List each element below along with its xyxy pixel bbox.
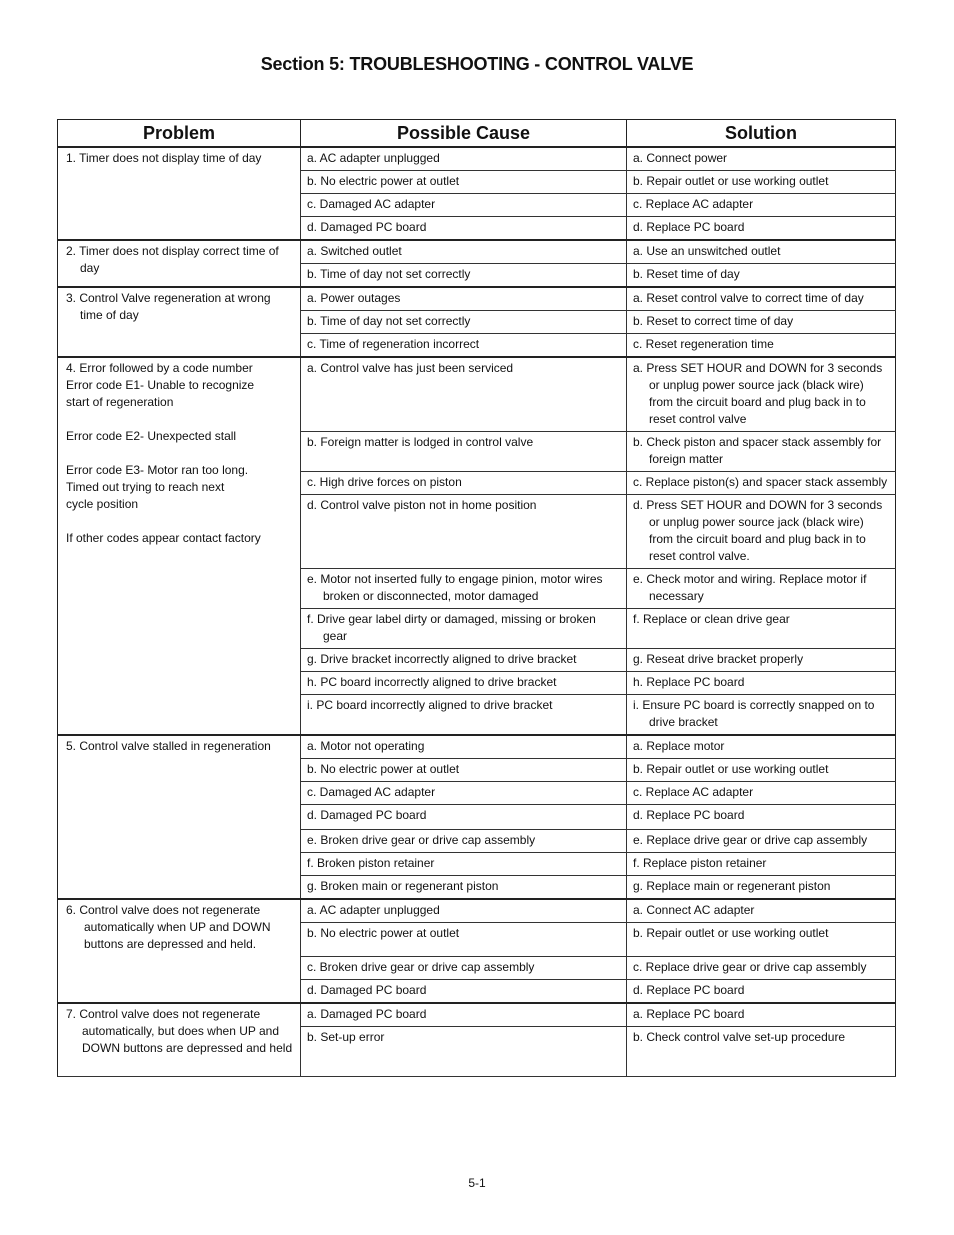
cause-cell: b. Foreign matter is lodged in control valve: [301, 432, 627, 472]
problem-group-3: [58, 287, 896, 357]
cause-cell: c. High drive forces on piston: [301, 472, 627, 495]
solution-cell: a. Reset control valve to correct time of day: [627, 287, 896, 311]
problem-group-6: [58, 899, 896, 1003]
solution-cell: e. Check motor and wiring. Replace motor if necessary: [627, 569, 896, 609]
solution-cell: a. Replace motor: [627, 735, 896, 759]
solution-cell: a. Use an unswitched outlet: [627, 240, 896, 264]
header-problem: Problem: [58, 120, 301, 148]
cause-cell: h. PC board incorrectly aligned to drive bracket: [301, 672, 627, 695]
solution-cell: d. Replace PC board: [627, 980, 896, 1004]
solution-cell: g. Reseat drive bracket properly: [627, 649, 896, 672]
cause-cell: d. Damaged PC board: [301, 980, 627, 1004]
cause-cell: d. Damaged PC board: [301, 217, 627, 241]
solution-cell: a. Connect power: [627, 147, 896, 171]
solution-cell: b. Repair outlet or use working outlet: [627, 171, 896, 194]
solution-cell: h. Replace PC board: [627, 672, 896, 695]
cause-cell: a. Damaged PC board: [301, 1003, 627, 1027]
cause-cell: a. Power outages: [301, 287, 627, 311]
solution-cell: c. Reset regeneration time: [627, 334, 896, 358]
solution-cell: f. Replace or clean drive gear: [627, 609, 896, 649]
solution-cell: b. Check control valve set-up procedure: [627, 1027, 896, 1077]
problem-cell: 2. Timer does not display correct time of day: [58, 240, 301, 287]
solution-cell: e. Replace drive gear or drive cap assembly: [627, 830, 896, 853]
solution-cell: b. Repair outlet or use working outlet: [627, 923, 896, 957]
cause-cell: d. Control valve piston not in home position: [301, 495, 627, 569]
cause-cell: e. Motor not inserted fully to engage pinion, motor wires broken or disconnected, motor damaged: [301, 569, 627, 609]
solution-cell: a. Connect AC adapter: [627, 899, 896, 923]
solution-cell: b. Check piston and spacer stack assembly for foreign matter: [627, 432, 896, 472]
cause-cell: a. Control valve has just been serviced: [301, 357, 627, 432]
page-number: 5-1: [468, 1176, 486, 1190]
cause-cell: e. Broken drive gear or drive cap assembly: [301, 830, 627, 853]
cause-cell: a. Motor not operating: [301, 735, 627, 759]
problem-cell: 7. Control valve does not regenerate automatically, but does when UP and DOWN buttons are depressed and held: [58, 1003, 301, 1077]
solution-cell: g. Replace main or regenerant piston: [627, 876, 896, 900]
cause-cell: c. Damaged AC adapter: [301, 782, 627, 805]
problem-group-4: [58, 357, 896, 735]
cause-cell: g. Broken main or regenerant piston: [301, 876, 627, 900]
cause-cell: f. Drive gear label dirty or damaged, missing or broken gear: [301, 609, 627, 649]
header-possible-cause: Possible Cause: [301, 120, 627, 148]
cause-cell: b. No electric power at outlet: [301, 923, 627, 957]
table-row: [58, 287, 896, 311]
cause-cell: c. Damaged AC adapter: [301, 194, 627, 217]
problem-group-1: [58, 147, 896, 240]
solution-cell: d. Replace PC board: [627, 805, 896, 830]
problem-group-7: [58, 1003, 896, 1077]
cause-cell: f. Broken piston retainer: [301, 853, 627, 876]
solution-cell: d. Press SET HOUR and DOWN for 3 seconds or unplug power source jack (black wire) from the circuit board and plug back in to reset control valve.: [627, 495, 896, 569]
solution-cell: c. Replace piston(s) and spacer stack assembly: [627, 472, 896, 495]
solution-cell: a. Replace PC board: [627, 1003, 896, 1027]
cause-cell: c. Broken drive gear or drive cap assembly: [301, 957, 627, 980]
problem-cell: 3. Control Valve regeneration at wrong time of day: [58, 287, 301, 357]
solution-cell: b. Reset to correct time of day: [627, 311, 896, 334]
header-solution: Solution: [627, 120, 896, 148]
table-row: [58, 147, 896, 171]
cause-cell: a. Switched outlet: [301, 240, 627, 264]
cause-cell: g. Drive bracket incorrectly aligned to drive bracket: [301, 649, 627, 672]
solution-cell: i. Ensure PC board is correctly snapped on to drive bracket: [627, 695, 896, 736]
cause-cell: i. PC board incorrectly aligned to drive bracket: [301, 695, 627, 736]
problem-cell: 4. Error followed by a code number Error code E1- Unable to recognize start of regeneration Error code E2- Unexpected stall Error code E3- Motor ran too long. Timed out trying to reach next cycle position If other codes appear contact factory: [58, 357, 301, 735]
problem-cell: 5. Control valve stalled in regeneration: [58, 735, 301, 899]
cause-cell: a. AC adapter unplugged: [301, 899, 627, 923]
solution-cell: c. Replace drive gear or drive cap assembly: [627, 957, 896, 980]
cause-cell: b. Set-up error: [301, 1027, 627, 1077]
cause-cell: b. Time of day not set correctly: [301, 264, 627, 288]
solution-cell: f. Replace piston retainer: [627, 853, 896, 876]
table-row: [58, 357, 896, 432]
troubleshooting-table: [57, 119, 896, 1077]
cause-cell: d. Damaged PC board: [301, 805, 627, 830]
solution-cell: a. Press SET HOUR and DOWN for 3 seconds or unplug power source jack (black wire) from the circuit board and plug back in to reset control valve: [627, 357, 896, 432]
table-row: [58, 1003, 896, 1027]
problem-cell: 1. Timer does not display time of day: [58, 147, 301, 240]
table-row: [58, 240, 896, 264]
table-row: [58, 735, 896, 759]
page-title: Section 5: TROUBLESHOOTING - CONTROL VALVE: [260, 54, 694, 74]
solution-cell: d. Replace PC board: [627, 217, 896, 241]
solution-cell: c. Replace AC adapter: [627, 782, 896, 805]
solution-cell: b. Repair outlet or use working outlet: [627, 759, 896, 782]
table-row: [58, 899, 896, 923]
problem-cell: 6. Control valve does not regenerate automatically when UP and DOWN buttons are depressed and held.: [58, 899, 301, 1003]
table-header: [58, 120, 896, 148]
problem-group-5: [58, 735, 896, 899]
cause-cell: b. No electric power at outlet: [301, 171, 627, 194]
cause-cell: b. Time of day not set correctly: [301, 311, 627, 334]
cause-cell: c. Time of regeneration incorrect: [301, 334, 627, 358]
cause-cell: a. AC adapter unplugged: [301, 147, 627, 171]
cause-cell: b. No electric power at outlet: [301, 759, 627, 782]
solution-cell: b. Reset time of day: [627, 264, 896, 288]
solution-cell: c. Replace AC adapter: [627, 194, 896, 217]
problem-group-2: [58, 240, 896, 287]
